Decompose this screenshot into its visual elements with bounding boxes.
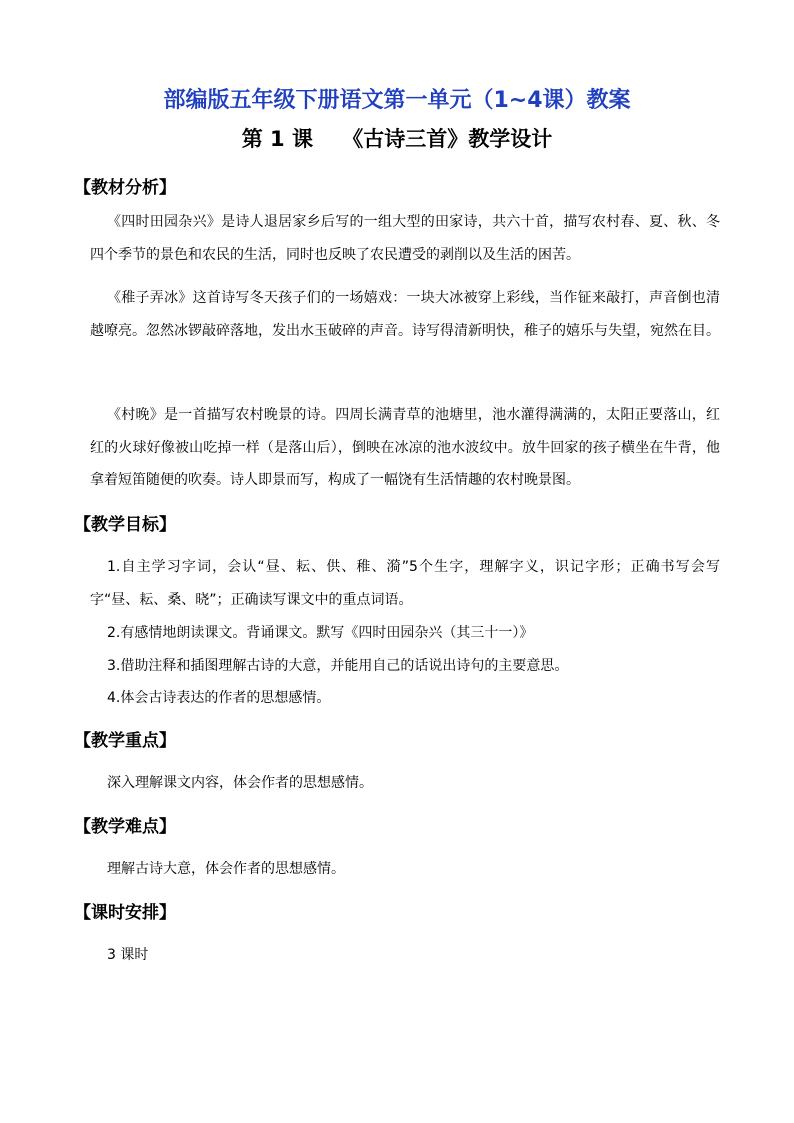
analysis-paragraph: 《四时田园杂兴》是诗人退居家乡后写的一组大型的田家诗，共六十首，描写农村春、夏、秋、冬四个季节的景色和农民的生活，同时也反映了农民遭受的剥削以及生活的困苦。 xyxy=(90,214,720,263)
heading-schedule: 【课时安排】 xyxy=(74,903,176,923)
difficulties-text: 理解古诗大意，体会作者的思想感情。 xyxy=(107,861,345,877)
lesson-subtitle: 第 1 课 《古诗三首》教学设计 xyxy=(241,127,553,151)
heading-teaching-goals: 【教学目标】 xyxy=(74,515,176,535)
goal-item: 4.体会古诗表达的作者的思想感情。 xyxy=(107,690,331,706)
heading-textbook-analysis: 【教材分析】 xyxy=(74,178,176,198)
schedule-text: 3 课时 xyxy=(107,947,149,963)
key-points-text: 深入理解课文内容，体会作者的思想感情。 xyxy=(107,775,373,791)
goal-item: 1.自主学习字词，会认“昼、耘、供、稚、漪”5个生字，理解字义，识记字形；正确书写会写字“昼、耘、桑、晓”；正确读写课文中的重点词语。 xyxy=(90,559,720,608)
heading-key-points: 【教学重点】 xyxy=(74,731,176,751)
document-title: 部编版五年级下册语文第一单元（1~4课）教案 xyxy=(163,88,631,113)
analysis-paragraph: 《稚子弄冰》这首诗写冬天孩子们的一场嬉戏：一块大冰被穿上彩线，当作钲来敲打，声音倒也清越嘹亮。忽然冰锣敲碎落地，发出水玉破碎的声音。诗写得清新明快，稚子的嬉乐与失望，宛然在目。 xyxy=(90,290,720,339)
goal-item: 2.有感情地朗读课文。背诵课文。默写《四时田园杂兴（其三十一）》 xyxy=(107,625,534,641)
analysis-paragraph: 《村晚》是一首描写农村晚景的诗。四周长满青草的池塘里，池水灌得满满的，太阳正要落山，红红的火球好像被山吃掉一样（是落山后），倒映在冰凉的池水波纹中。放牛回家的孩子横坐在牛背，他拿着短笛随便的吹奏。诗人即景而写，构成了一幅饶有生活情趣的农村晚景图。 xyxy=(90,407,720,488)
goal-item: 3.借助注释和插图理解古诗的大意，并能用自己的话说出诗句的主要意思。 xyxy=(107,658,569,674)
heading-difficulties: 【教学难点】 xyxy=(74,817,176,837)
